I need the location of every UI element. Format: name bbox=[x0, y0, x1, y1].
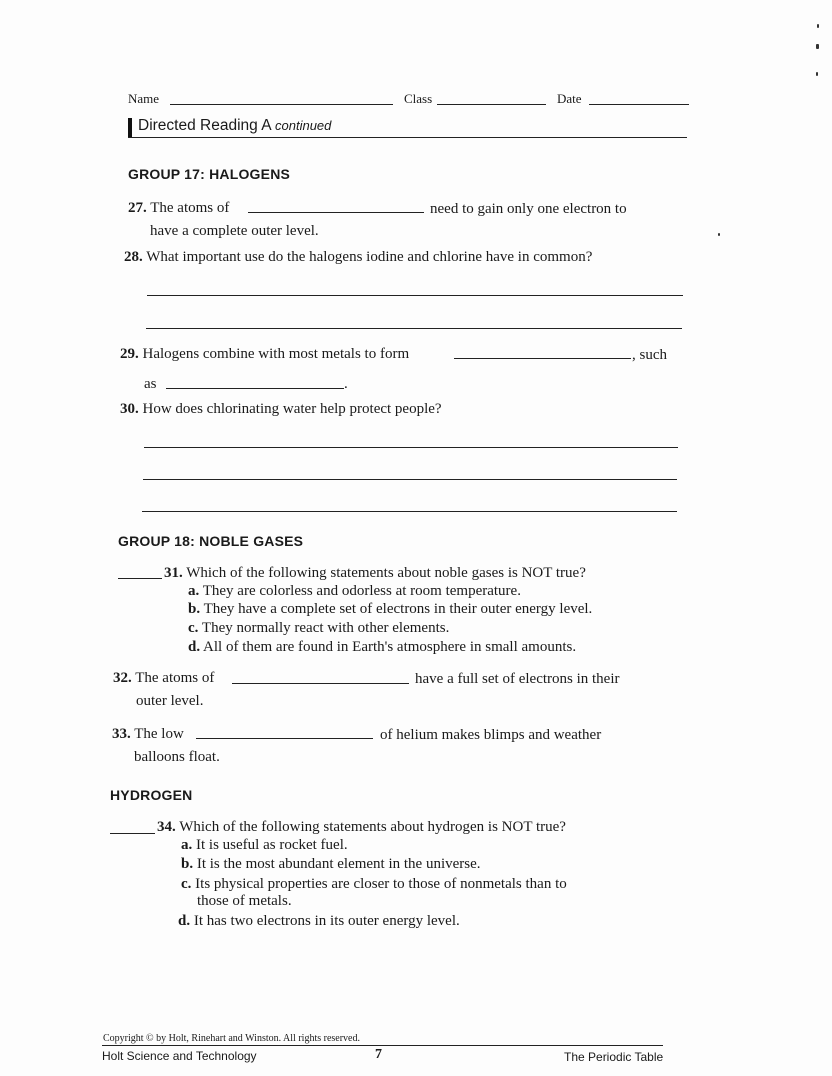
page-number: 7 bbox=[375, 1047, 382, 1062]
option-letter: c. bbox=[188, 620, 199, 636]
section-heading-noble-gases: GROUP 18: NOBLE GASES bbox=[118, 533, 304, 549]
section-heading-hydrogen: HYDROGEN bbox=[110, 787, 193, 803]
option-text: All of them are found in Earth's atmosphere in small amounts. bbox=[203, 639, 577, 655]
question-number: 31. bbox=[164, 565, 183, 581]
option-letter: b. bbox=[188, 601, 201, 617]
answer-line[interactable] bbox=[143, 479, 677, 480]
option-d[interactable] bbox=[188, 639, 576, 656]
option-text: It is useful as rocket fuel. bbox=[196, 837, 348, 853]
answer-line[interactable] bbox=[144, 447, 678, 448]
option-text: Its physical properties are closer to those of nonmetals than to bbox=[195, 876, 567, 892]
scan-mark bbox=[718, 233, 720, 236]
option-text: It has two electrons in its outer energy level. bbox=[193, 913, 460, 929]
option-a[interactable] bbox=[181, 837, 348, 854]
question-text-pre: Halogens combine with most metals to form bbox=[142, 346, 410, 362]
question-text-post: need to gain only one electron to bbox=[430, 201, 627, 217]
question-text-line2: outer level. bbox=[136, 693, 204, 709]
question-text-body: How does chlorinating water help protect people? bbox=[142, 401, 442, 417]
question-number: 29. bbox=[120, 346, 139, 362]
answer-line[interactable] bbox=[147, 295, 683, 296]
question-text-post: have a full set of electrons in their bbox=[415, 671, 620, 687]
question-number: 34. bbox=[157, 819, 176, 835]
date-field[interactable] bbox=[589, 104, 689, 105]
page-title bbox=[138, 117, 331, 135]
question-text bbox=[112, 726, 184, 743]
name-field[interactable] bbox=[170, 104, 393, 105]
header-rule bbox=[128, 137, 687, 138]
question-text bbox=[120, 401, 442, 418]
answer-blank[interactable] bbox=[196, 738, 373, 739]
option-letter: b. bbox=[181, 856, 194, 872]
option-letter: a. bbox=[188, 583, 200, 599]
answer-line[interactable] bbox=[146, 328, 682, 329]
question-text-body: Which of the following statements about hydrogen is NOT true? bbox=[179, 819, 566, 835]
footer-rule bbox=[102, 1045, 663, 1046]
option-letter: d. bbox=[188, 639, 201, 655]
question-number: 27. bbox=[128, 200, 147, 216]
date-label: Date bbox=[557, 91, 582, 106]
class-field[interactable] bbox=[437, 104, 546, 105]
question-number: 28. bbox=[124, 249, 143, 265]
copyright-notice: Copyright © by Holt, Rinehart and Winston. All rights reserved. bbox=[103, 1033, 360, 1044]
section-heading-halogens: GROUP 17: HALOGENS bbox=[128, 166, 291, 182]
option-d[interactable] bbox=[178, 913, 460, 930]
question-text bbox=[128, 200, 229, 217]
scan-mark bbox=[816, 72, 818, 76]
option-text: They are colorless and odorless at room temperature. bbox=[202, 583, 521, 599]
footer-chapter-title: The Periodic Table bbox=[564, 1050, 664, 1064]
question-text-line2: balloons float. bbox=[134, 749, 220, 765]
question-text-line2-post: . bbox=[344, 376, 348, 392]
question-text-pre: The atoms of bbox=[150, 200, 230, 216]
question-text-body: Which of the following statements about noble gases is NOT true? bbox=[186, 565, 586, 581]
question-text-line2: have a complete outer level. bbox=[150, 223, 319, 239]
option-b[interactable] bbox=[188, 601, 592, 618]
question-text-post: , such bbox=[632, 347, 667, 363]
option-letter: d. bbox=[178, 913, 191, 929]
question-number: 30. bbox=[120, 401, 139, 417]
question-text bbox=[164, 565, 586, 582]
answer-line[interactable] bbox=[142, 511, 677, 512]
name-label: Name bbox=[128, 91, 160, 106]
scan-mark bbox=[816, 44, 819, 49]
option-text: They have a complete set of electrons in their outer energy level. bbox=[203, 601, 593, 617]
answer-blank[interactable] bbox=[110, 833, 155, 834]
answer-blank[interactable] bbox=[118, 578, 162, 579]
class-label: Class bbox=[404, 91, 433, 106]
page-title-suffix: continued bbox=[275, 118, 332, 133]
option-text: It is the most abundant element in the universe. bbox=[196, 856, 481, 872]
option-a[interactable] bbox=[188, 583, 521, 600]
option-c[interactable] bbox=[188, 620, 449, 637]
option-letter: c. bbox=[181, 876, 192, 892]
answer-blank[interactable] bbox=[166, 388, 344, 389]
answer-blank[interactable] bbox=[232, 683, 409, 684]
question-number: 33. bbox=[112, 726, 131, 742]
question-text bbox=[157, 819, 566, 836]
scan-mark bbox=[817, 24, 819, 28]
option-text: They normally react with other elements. bbox=[201, 620, 450, 636]
page-title-main: Directed Reading A bbox=[138, 117, 271, 134]
footer-book-title: Holt Science and Technology bbox=[102, 1049, 257, 1063]
question-text-pre: The low bbox=[134, 726, 184, 742]
title-bar-accent bbox=[128, 118, 132, 138]
option-b[interactable] bbox=[181, 856, 481, 873]
option-c-continued: those of metals. bbox=[197, 893, 292, 909]
question-text-line2-pre: as bbox=[144, 376, 157, 392]
question-text-post: of helium makes blimps and weather bbox=[380, 727, 602, 743]
question-text bbox=[124, 249, 592, 266]
option-c[interactable] bbox=[181, 876, 567, 893]
answer-blank[interactable] bbox=[454, 358, 631, 359]
question-text-pre: The atoms of bbox=[135, 670, 215, 686]
question-text bbox=[120, 346, 409, 363]
question-text-body: What important use do the halogens iodine and chlorine have in common? bbox=[146, 249, 593, 265]
question-number: 32. bbox=[113, 670, 132, 686]
question-text bbox=[113, 670, 214, 687]
answer-blank[interactable] bbox=[248, 212, 424, 213]
option-letter: a. bbox=[181, 837, 193, 853]
